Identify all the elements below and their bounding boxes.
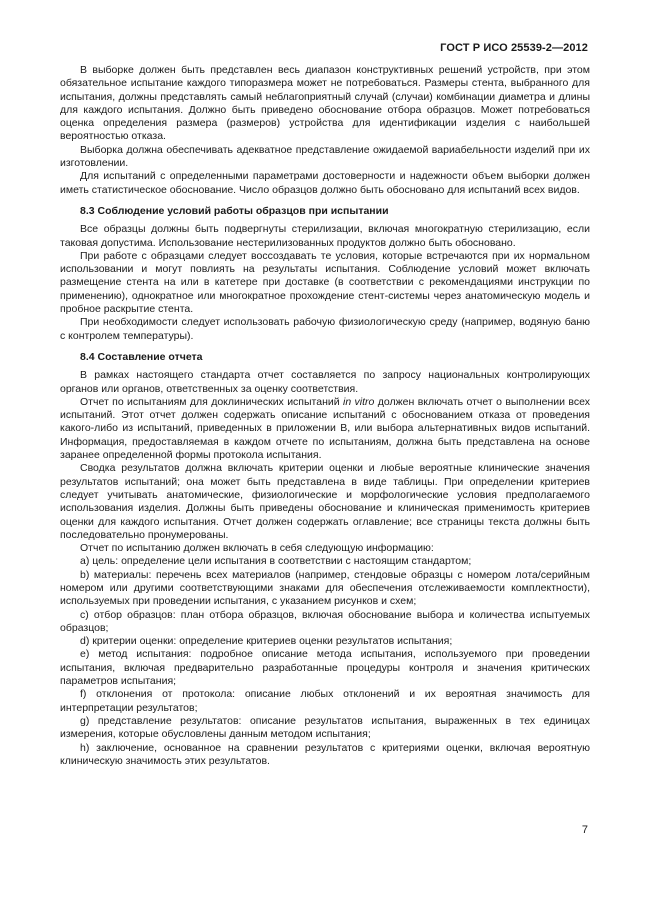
list-item-b-materials: b) материалы: перечень всех материалов (например, стендовые образцы с номером лота/серийным номером или другими соответствующими знаками для обеспечения отслеживаемости комплектности), используемых при проведении испытания, с указанием рисунков и схем; [60, 568, 590, 608]
list-item-a-purpose: a) цель: определение цели испытания в соответствии с настоящим стандартом; [80, 555, 472, 568]
list-item-f-deviations: f) отклонения от протокола: описание любых отклонений и их вероятная значимость для интерпретации результатов; [60, 688, 590, 714]
paragraph-report-contents [60, 396, 590, 462]
list-item-e-method: e) метод испытания: подробное описание метода испытания, используемого при проведении испытания, включая предварительно разработанные процедуры контроля и значения критических параметров испытания; [60, 648, 590, 688]
paragraph-sterilization: Все образцы должны быть подвергнуты стерилизации, включая многократную стерилизацию, если таковая допустима. Использование нестерилизованных продуктов должно быть обосновано. [60, 223, 590, 249]
paragraph-sample-variability: Выборка должна обеспечивать адекватное представление ожидаемой вариабельности изделий при их изготовлении. [60, 143, 590, 170]
list-item-h-conclusion: h) заключение, основанное на сравнении результатов с критериями оценки, включая вероятную клиническую значимость этих результатов. [60, 741, 590, 767]
document-header: ГОСТ Р ИСО 25539-2—2012 [440, 42, 588, 54]
paragraph-report-info-intro: Отчет по испытанию должен включать в себя следующую информацию: [80, 542, 434, 555]
paragraph-report-request: В рамках настоящего стандарта отчет составляется по запросу национальных контролирующих органов или органов, ответственных за оценку соответствия. [60, 369, 590, 395]
section-heading-8-4: 8.4 Составление отчета [80, 350, 203, 363]
text-segment: Отчет по испытаниям для доклинических испытаний [80, 395, 343, 408]
list-item-g-results: g) представление результатов: описание результатов испытания, выраженных в тех единицах измерения, которые обусловлены данным методом испытания; [60, 714, 590, 741]
paragraph-sample-range: В выборке должен быть представлен весь диапазон конструктивных решений устройств, при этом обязательное испытание каждого типоразмера может не потребоваться. Размеры стента, выбранного для испытания, должны представлять самый неблагоприятный случай (случаи) комбинации диаметра и длины для каждого испытания. Должно быть приведено обоснование отбора образцов. Может потребоваться оценка определения размера (размеров) устройства для идентификации изделия с наибольшей вероятностью отказа. [60, 64, 590, 143]
paragraph-sample-statistics: Для испытаний с определенными параметрами достоверности и надежности объем выборки должен иметь статистическое обоснование. Число образцов должно быть обосновано для испытаний всех видов. [60, 170, 590, 196]
italic-term: in vitro [343, 395, 375, 408]
list-item-c-sampling: c) отбор образцов: план отбора образцов, включая обоснование выбора и количества испытуемых образцов; [60, 608, 590, 634]
document-body [60, 64, 590, 768]
paragraph-use-conditions: При работе с образцами следует воссоздавать те условия, которые встречаются при их нормальном использовании и могут повлиять на результаты испытания. Соблюдение условий может включать размещение стента на или в катетере при доставке (в соответствии с рекомендациями инструкции по применению), однократное или многократное прохождение стент-системы через анатомическую модель и пробное раскрытие стента. [60, 249, 590, 316]
section-heading-8-3: 8.3 Соблюдение условий работы образцов при испытании [80, 204, 389, 217]
paragraph-physiological-medium: При необходимости следует использовать рабочую физиологическую среду (например, водяную баню с контролем температуры). [60, 316, 590, 342]
list-item-d-criteria: d) критерии оценки: определение критериев оценки результатов испытания; [80, 635, 453, 648]
text-segment: должен включать отчет о выполнении всех испытаний. Этот отчет должен содержать описание испытаний с обоснованием отказа от проведения какого-либо из испытаний, приведенных в приложении В, или выбора альтернативных видов испытаний. Информация, предоставляемая в каждом отчете по испытаниям, должна быть представлена на основе заранее определенной формы протокола испытания. [60, 395, 590, 462]
page-number: 7 [581, 824, 588, 836]
paragraph-results-summary: Сводка результатов должна включать критерии оценки и любые вероятные клинические значения результатов испытаний; она может быть представлена в виде таблицы. При определении критериев следует учитывать анатомические, физиологические и морфологические условия предполагаемого использования изделия. Должны быть приведены обоснование и клиническая применимость критериев оценки для каждого испытания. Отчет должен содержать оглавление; все страницы текста должны быть последовательно пронумерованы. [60, 462, 590, 541]
